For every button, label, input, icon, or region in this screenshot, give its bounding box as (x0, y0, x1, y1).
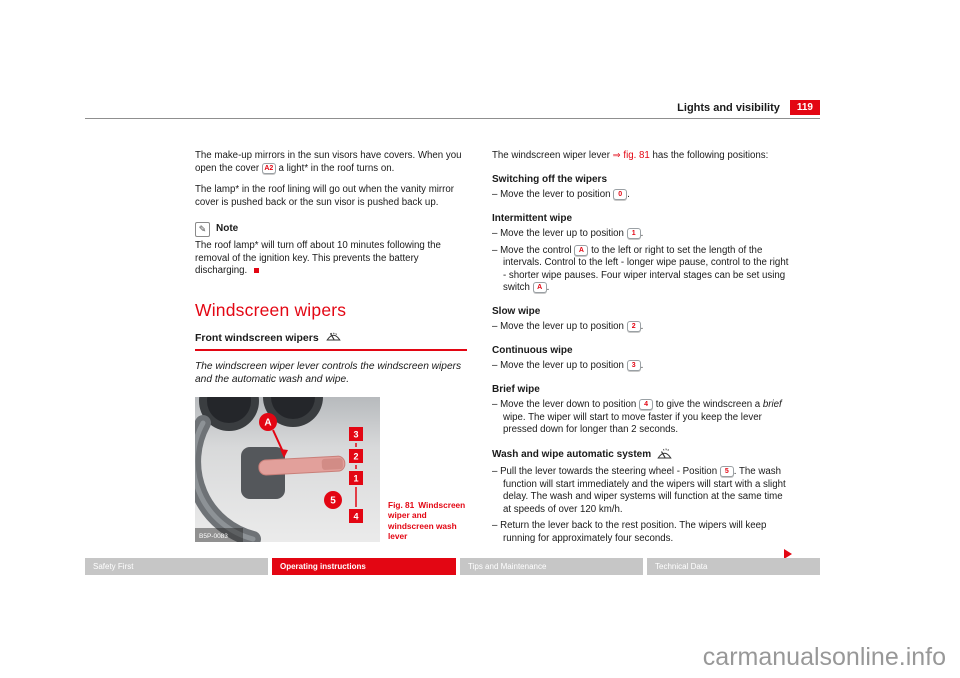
section-heading: Front windscreen wipers (195, 331, 319, 344)
svg-text:B5P-0083: B5P-0083 (199, 532, 228, 540)
position-marker-3: 3 (627, 360, 641, 371)
svg-text:A: A (264, 417, 272, 428)
footer-tab-technical-data: Technical Data (647, 558, 820, 575)
bullet-item: – Return the lever back to the rest position. The wipers will keep running for approximately four seconds. (492, 520, 767, 544)
figure-row (195, 397, 467, 542)
note-header (195, 222, 467, 237)
position-marker-a: A (533, 282, 547, 293)
position-marker-0: 0 (613, 189, 627, 200)
bullet-item: – Pull the lever towards the steering wheel - Position 5 . The wash function will start immediately and the wipers will start with a slight delay. The wash and wiper systems will function at the same time at speeds of over 120 km/h. (492, 466, 786, 515)
bullet-item: – Move the lever up to position 2 . (492, 321, 644, 332)
paragraph-sun-visor (195, 150, 467, 175)
position-marker-5: 5 (720, 466, 734, 477)
footer-tab-tips-maintenance: Tips and Maintenance (460, 558, 643, 575)
heading-text: Brief wipe (492, 383, 540, 395)
figure-image (195, 397, 380, 542)
header-rule (85, 118, 820, 119)
position-marker-a2: A2 (262, 163, 276, 174)
position-marker-2: 2 (627, 321, 641, 332)
end-of-note-marker (254, 268, 259, 273)
figure-caption (388, 500, 467, 542)
heading-brief-wipe (492, 384, 792, 397)
svg-text:5: 5 (330, 495, 336, 506)
header-section-title: Lights and visibility (677, 101, 780, 114)
footer-tab-safety-first: Safety First (85, 558, 268, 575)
section-heading-row (195, 330, 467, 351)
bullet-item: – Move the lever up to position 1 . (492, 228, 644, 239)
intro-text: has the following positions: (649, 150, 769, 161)
wiper-icon (326, 330, 341, 346)
heading-text: Switching off the wipers (492, 173, 608, 185)
note-body (195, 240, 467, 278)
footer-tab-operating-instructions: Operating instructions (272, 558, 456, 575)
intro-text: The windscreen wiper lever (492, 150, 613, 161)
wash-wipe-icon (657, 448, 672, 464)
svg-text:4: 4 (353, 511, 359, 521)
paragraph-roof-lamp: The lamp* in the roof lining will go out when the vanity mirror cover is pushed back or the sun visor is pushed back up. (195, 184, 454, 208)
page-header (85, 100, 820, 115)
position-marker-4: 4 (639, 399, 653, 410)
note-text: The roof lamp* will turn off about 10 minutes following the removal of the ignition key. This prevents the battery discharging. (195, 240, 441, 276)
note-title: Note (216, 223, 239, 235)
svg-text:1: 1 (353, 473, 359, 483)
heading-text: Intermittent wipe (492, 212, 573, 224)
figure-caption-label: Fig. 81 (388, 499, 415, 510)
intro-paragraph (492, 150, 792, 163)
bullet-item: – Move the control A to the left or right to set the length of the intervals. Control to the left - longer wipe pause, control to the right - shorter wipe pauses. Four wiper interval stages can be set using switch A . (492, 244, 789, 293)
bullet-item: – Move the lever down to position 4 to give the windscreen a brief wipe. The wiper will start to move faster if you keep the lever pressed down for longer than 2 seconds. (492, 399, 782, 435)
heading-intermittent (492, 213, 792, 226)
heading-switch-off (492, 174, 792, 187)
heading-text: Wash and wipe automatic system (492, 449, 652, 460)
note-block (195, 222, 467, 278)
wiper-lever-illustration (195, 397, 380, 542)
heading-slow-wipe (492, 306, 792, 319)
position-marker-a: A (574, 245, 588, 256)
right-column (492, 150, 792, 559)
position-marker-1: 1 (627, 228, 641, 239)
figure-caption-text: Windscreen wiper and windscreen wash lever (388, 499, 466, 541)
heading-text: Slow wipe (492, 305, 541, 317)
heading-text: Continuous wipe (492, 344, 573, 356)
svg-text:3: 3 (353, 429, 359, 439)
bullet-item: – Move the lever to position 0 . (492, 189, 630, 200)
note-icon: ✎ (195, 222, 210, 237)
watermark: carmanualsonline.info (702, 643, 946, 671)
paragraph-text: The make-up mirrors in the sun visors have covers. When you open the cover (195, 150, 462, 174)
svg-text:2: 2 (353, 451, 359, 461)
left-column (195, 150, 467, 542)
bullet-item: – Move the lever up to position 3 . (492, 360, 644, 371)
heading-wash-wipe (492, 448, 792, 464)
paragraph-text: a light* in the roof turns on. (278, 162, 395, 174)
header-page-number: 119 (790, 100, 820, 115)
chapter-heading: Windscreen wipers (195, 299, 347, 320)
heading-continuous-wipe (492, 345, 792, 358)
figure-reference: ⇒ fig. 81 (612, 150, 650, 161)
emphasis-text: brief (762, 399, 782, 410)
lead-paragraph: The windscreen wiper lever controls the windscreen wipers and the automatic wash and wipe. (195, 360, 462, 385)
